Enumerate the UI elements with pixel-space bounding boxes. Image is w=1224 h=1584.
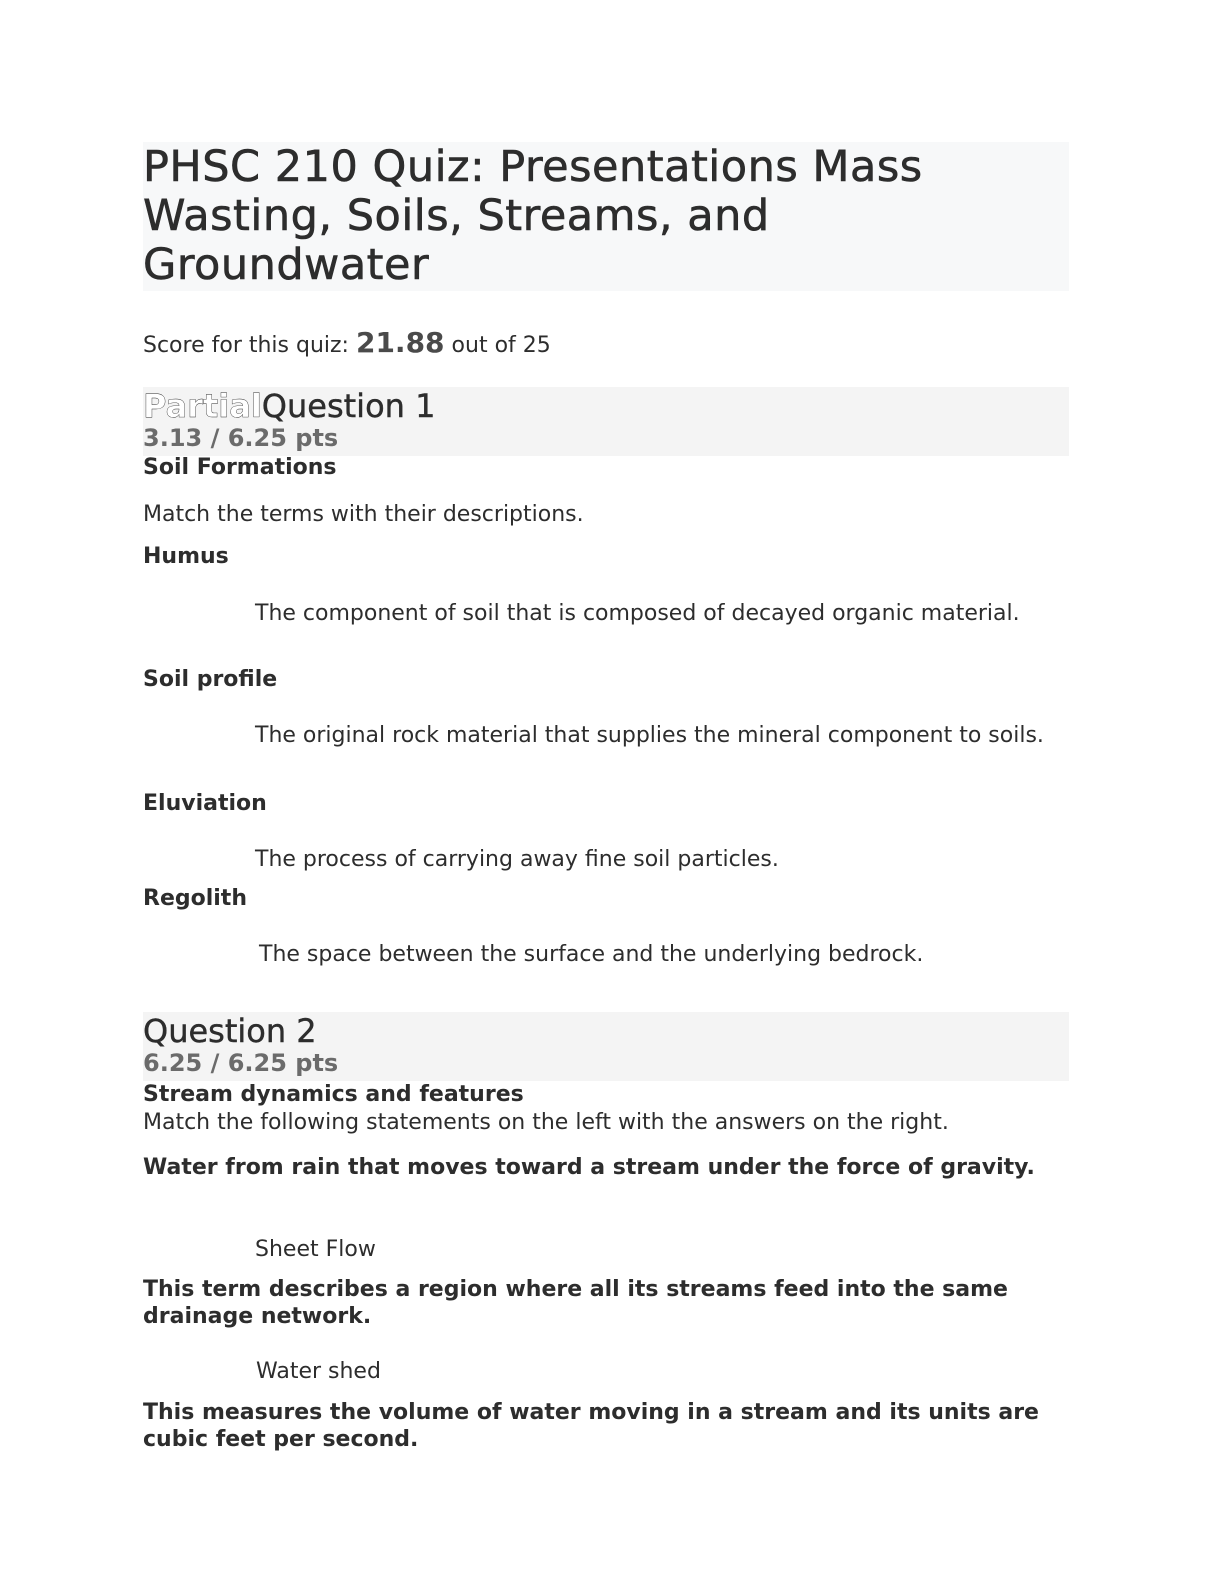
score-suffix: out of 25 [444, 333, 551, 358]
match-term: Eluviation [143, 791, 267, 816]
match-answer: The original rock material that supplies the mineral component to soils. [255, 723, 1044, 748]
match-answer: The process of carrying away fine soil particles. [255, 847, 779, 872]
quiz-score [143, 326, 551, 359]
question-2-topic: Stream dynamics and features [143, 1082, 524, 1107]
match-answer: The space between the surface and the underlying bedrock. [259, 942, 924, 967]
question-1-title-line [143, 387, 435, 425]
question-2-title: Question 2 [143, 1012, 317, 1050]
score-value: 21.88 [355, 326, 445, 359]
question-2-header [143, 1012, 1069, 1081]
match-statement: This term describes a region where all its streams feed into the same drainage network. [143, 1277, 1008, 1329]
quiz-page [143, 142, 1069, 1452]
match-answer: Water shed [256, 1359, 381, 1384]
match-answer: The component of soil that is composed of decayed organic material. [255, 601, 1020, 626]
match-statement: This measures the volume of water moving in a stream and its units are cubic feet per second. [143, 1400, 1039, 1452]
question-2-points: 6.25 / 6.25 pts [143, 1049, 339, 1077]
match-answer: Sheet Flow [255, 1237, 376, 1262]
score-prefix: Score for this quiz: [143, 333, 356, 358]
match-term: Regolith [143, 886, 247, 911]
title-box [143, 142, 1069, 291]
question-1-instructions: Match the terms with their descriptions. [143, 502, 584, 527]
match-term: Humus [143, 544, 229, 569]
question-1-points: 3.13 / 6.25 pts [143, 424, 339, 452]
page-title: PHSC 210 Quiz: Presentations Mass Wasting, Soils, Streams, and Groundwater [143, 142, 923, 290]
match-statement: Water from rain that moves toward a stream under the force of gravity. [143, 1155, 1035, 1180]
match-term: Soil profile [143, 667, 278, 692]
partial-badge: Partial [143, 387, 262, 425]
question-2-instructions: Match the following statements on the left with the answers on the right. [143, 1110, 949, 1135]
question-1-header [143, 387, 1069, 456]
question-1-title: Question 1 [261, 387, 436, 425]
question-1-topic: Soil Formations [143, 455, 337, 480]
